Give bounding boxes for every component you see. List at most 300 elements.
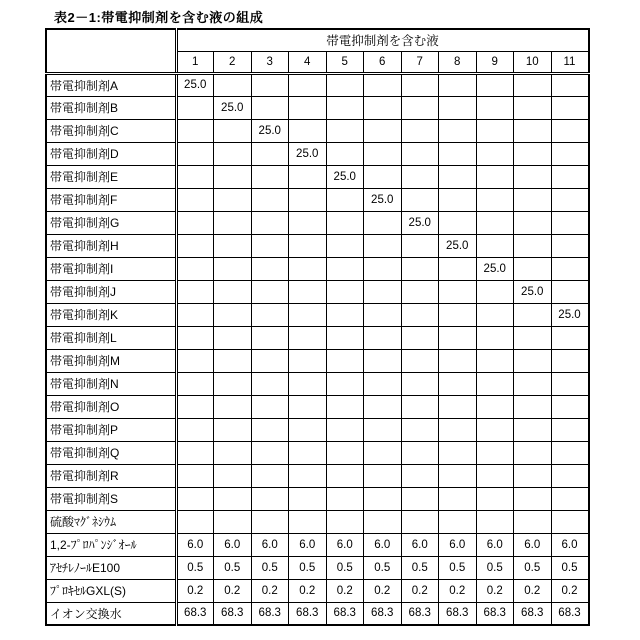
value-cell [176,418,214,441]
table-row [46,395,589,418]
table-row [46,119,589,142]
value-cell: 25.0 [439,234,477,257]
value-cell [289,395,327,418]
value-cell [289,96,327,119]
value-cell: 0.5 [364,556,402,579]
row-label: 帯電抑制剤H [46,234,176,257]
value-cell [439,119,477,142]
value-cell [439,280,477,303]
value-cell [514,418,552,441]
value-cell [514,234,552,257]
value-cell [551,349,589,372]
value-cell [514,326,552,349]
value-cell: 6.0 [326,533,364,556]
value-cell: 0.5 [176,556,214,579]
value-cell: 0.2 [401,579,439,602]
value-cell [176,303,214,326]
table-row [46,280,589,303]
value-cell [326,303,364,326]
value-cell: 25.0 [401,211,439,234]
value-cell [514,510,552,533]
value-cell [251,464,289,487]
value-cell [326,326,364,349]
value-cell [514,165,552,188]
value-cell [289,464,327,487]
value-cell [439,257,477,280]
value-cell [214,349,252,372]
value-cell: 0.2 [364,579,402,602]
value-cell [551,326,589,349]
row-label: 帯電抑制剤L [46,326,176,349]
table-row [46,211,589,234]
value-cell [364,119,402,142]
value-cell [289,234,327,257]
value-cell [514,395,552,418]
value-cell [214,418,252,441]
value-cell [551,165,589,188]
value-cell [251,487,289,510]
value-cell [289,280,327,303]
value-cell [289,211,327,234]
value-cell [439,326,477,349]
value-cell: 25.0 [214,96,252,119]
value-cell [176,510,214,533]
value-cell [514,303,552,326]
value-cell [551,211,589,234]
value-cell: 68.3 [289,602,327,625]
row-label: 帯電抑制剤M [46,349,176,372]
row-label: 帯電抑制剤I [46,257,176,280]
value-cell [326,349,364,372]
value-cell [551,73,589,96]
value-cell: 68.3 [401,602,439,625]
value-cell: 6.0 [176,533,214,556]
value-cell: 0.5 [439,556,477,579]
value-cell [514,96,552,119]
value-cell [326,418,364,441]
value-cell: 68.3 [551,602,589,625]
value-cell [401,349,439,372]
value-cell [401,464,439,487]
value-cell [476,73,514,96]
value-cell [251,96,289,119]
row-label: 帯電抑制剤B [46,96,176,119]
value-cell [364,464,402,487]
value-cell [176,188,214,211]
row-label: 1,2-ﾌﾟﾛﾊﾟﾝｼﾞｵｰﾙ [46,533,176,556]
value-cell [251,257,289,280]
value-cell [551,142,589,165]
value-cell [439,142,477,165]
composition-table [45,28,590,626]
value-cell [176,142,214,165]
value-cell [401,326,439,349]
value-cell [176,96,214,119]
column-number-cell: 5 [326,51,364,73]
value-cell [401,96,439,119]
value-cell [326,188,364,211]
value-cell [326,487,364,510]
row-label: イオン交換水 [46,602,176,625]
value-cell [439,349,477,372]
value-cell [476,211,514,234]
value-cell [551,464,589,487]
table-row [46,73,589,96]
row-label: 硫酸ﾏｸﾞﾈｼｳﾑ [46,510,176,533]
row-label: 帯電抑制剤C [46,119,176,142]
value-cell: 0.2 [176,579,214,602]
value-cell [514,211,552,234]
value-cell [401,119,439,142]
value-cell [439,372,477,395]
value-cell: 6.0 [251,533,289,556]
value-cell [176,487,214,510]
value-cell [214,395,252,418]
value-cell [514,372,552,395]
value-cell [364,510,402,533]
value-cell: 25.0 [289,142,327,165]
value-cell: 0.5 [289,556,327,579]
value-cell [214,211,252,234]
table-row [46,349,589,372]
value-cell [439,441,477,464]
value-cell [214,487,252,510]
value-cell [476,96,514,119]
value-cell [214,119,252,142]
table-row [46,165,589,188]
table-row [46,234,589,257]
value-cell [251,510,289,533]
value-cell [289,487,327,510]
value-cell: 68.3 [514,602,552,625]
value-cell [476,418,514,441]
value-cell [214,280,252,303]
value-cell: 0.5 [514,556,552,579]
value-cell [214,188,252,211]
value-cell [401,418,439,441]
value-cell [176,211,214,234]
value-cell [326,280,364,303]
table-row [46,418,589,441]
value-cell [514,349,552,372]
value-cell [476,234,514,257]
table-row [46,556,589,579]
value-cell: 68.3 [326,602,364,625]
value-cell [401,280,439,303]
row-label: 帯電抑制剤D [46,142,176,165]
value-cell: 0.5 [551,556,589,579]
value-cell [364,280,402,303]
value-cell [476,487,514,510]
column-number-cell: 10 [514,51,552,73]
value-cell: 0.5 [214,556,252,579]
value-cell: 68.3 [476,602,514,625]
value-cell [214,142,252,165]
corner-cell [46,29,176,73]
value-cell: 25.0 [364,188,402,211]
table-row [46,533,589,556]
value-cell: 6.0 [476,533,514,556]
group-header-row [46,29,589,51]
value-cell: 0.2 [214,579,252,602]
column-number-cell: 6 [364,51,402,73]
value-cell [364,349,402,372]
row-label: 帯電抑制剤Q [46,441,176,464]
row-label: 帯電抑制剤K [46,303,176,326]
value-cell [364,96,402,119]
value-cell [476,510,514,533]
value-cell [251,142,289,165]
value-cell [364,142,402,165]
value-cell [401,188,439,211]
value-cell [251,165,289,188]
value-cell [214,257,252,280]
value-cell [364,441,402,464]
value-cell [551,510,589,533]
value-cell [326,464,364,487]
row-label: 帯電抑制剤R [46,464,176,487]
value-cell [401,510,439,533]
value-cell [401,142,439,165]
value-cell [551,188,589,211]
value-cell [476,349,514,372]
value-cell [176,119,214,142]
row-label: 帯電抑制剤O [46,395,176,418]
value-cell [364,487,402,510]
value-cell [326,510,364,533]
value-cell [176,234,214,257]
value-cell [514,188,552,211]
column-number-cell: 2 [214,51,252,73]
value-cell: 68.3 [176,602,214,625]
value-cell [251,73,289,96]
value-cell [289,441,327,464]
value-cell [214,73,252,96]
table-row [46,510,589,533]
table-row [46,326,589,349]
value-cell [514,142,552,165]
value-cell: 6.0 [514,533,552,556]
value-cell [289,73,327,96]
value-cell [176,395,214,418]
column-number-cell: 8 [439,51,477,73]
value-cell: 0.2 [514,579,552,602]
value-cell [551,96,589,119]
value-cell [514,441,552,464]
value-cell [214,441,252,464]
value-cell [551,487,589,510]
value-cell: 6.0 [551,533,589,556]
value-cell: 68.3 [251,602,289,625]
value-cell [476,142,514,165]
value-cell [176,165,214,188]
value-cell [326,96,364,119]
value-cell [476,280,514,303]
value-cell: 25.0 [551,303,589,326]
value-cell [176,349,214,372]
row-label: 帯電抑制剤N [46,372,176,395]
value-cell [551,418,589,441]
value-cell [289,188,327,211]
value-cell [289,510,327,533]
value-cell [326,119,364,142]
table-body [46,29,589,625]
value-cell [214,510,252,533]
value-cell: 6.0 [214,533,252,556]
value-cell [214,234,252,257]
value-cell [401,395,439,418]
value-cell [551,280,589,303]
value-cell [364,257,402,280]
value-cell: 0.2 [326,579,364,602]
row-label: ﾌﾟﾛｷｾﾙGXL(S) [46,579,176,602]
value-cell [514,464,552,487]
value-cell [251,395,289,418]
value-cell [476,165,514,188]
value-cell [289,257,327,280]
value-cell [439,395,477,418]
value-cell [401,257,439,280]
value-cell [251,280,289,303]
value-cell [401,165,439,188]
value-cell [326,211,364,234]
value-cell [289,119,327,142]
value-cell [476,395,514,418]
value-cell [514,73,552,96]
value-cell [251,188,289,211]
value-cell [214,464,252,487]
value-cell [401,234,439,257]
value-cell [326,142,364,165]
value-cell [251,441,289,464]
value-cell [401,487,439,510]
value-cell [364,418,402,441]
row-label: 帯電抑制剤F [46,188,176,211]
value-cell [439,211,477,234]
value-cell [476,303,514,326]
value-cell [514,257,552,280]
value-cell [439,510,477,533]
value-cell: 25.0 [476,257,514,280]
value-cell [289,303,327,326]
value-cell [289,418,327,441]
value-cell [551,234,589,257]
row-label: 帯電抑制剤P [46,418,176,441]
value-cell [326,73,364,96]
value-cell: 0.2 [289,579,327,602]
value-cell [176,257,214,280]
value-cell: 0.5 [326,556,364,579]
value-cell [401,372,439,395]
value-cell [326,234,364,257]
table-row [46,487,589,510]
value-cell [551,119,589,142]
value-cell: 0.2 [439,579,477,602]
table-row [46,464,589,487]
value-cell [401,303,439,326]
value-cell [439,188,477,211]
value-cell [514,487,552,510]
table-row [46,602,589,625]
value-cell [551,395,589,418]
value-cell [514,119,552,142]
value-cell [251,372,289,395]
value-cell [364,234,402,257]
value-cell [251,234,289,257]
value-cell: 0.5 [251,556,289,579]
value-cell [551,257,589,280]
value-cell [251,418,289,441]
value-cell [176,464,214,487]
row-label: 帯電抑制剤E [46,165,176,188]
value-cell [439,487,477,510]
value-cell: 68.3 [439,602,477,625]
row-label: 帯電抑制剤S [46,487,176,510]
value-cell [326,372,364,395]
value-cell [439,165,477,188]
value-cell [439,303,477,326]
value-cell: 0.2 [476,579,514,602]
value-cell: 6.0 [289,533,327,556]
column-number-cell: 1 [176,51,214,73]
value-cell [476,119,514,142]
value-cell [364,303,402,326]
value-cell [364,165,402,188]
value-cell: 6.0 [439,533,477,556]
value-cell [214,303,252,326]
value-cell: 25.0 [514,280,552,303]
value-cell: 6.0 [401,533,439,556]
column-number-cell: 3 [251,51,289,73]
row-label: 帯電抑制剤G [46,211,176,234]
value-cell [289,372,327,395]
value-cell [364,326,402,349]
value-cell [476,441,514,464]
value-cell [326,441,364,464]
value-cell [251,326,289,349]
column-number-cell: 7 [401,51,439,73]
value-cell [176,326,214,349]
value-cell [176,372,214,395]
value-cell [401,73,439,96]
table-row [46,142,589,165]
table-title: 表2－1:帯電抑制剤を含む液の組成 [54,10,264,25]
value-cell [214,165,252,188]
value-cell [476,188,514,211]
value-cell [364,211,402,234]
table-row [46,441,589,464]
value-cell [364,73,402,96]
value-cell: 0.5 [401,556,439,579]
value-cell [439,73,477,96]
column-number-cell: 4 [289,51,327,73]
value-cell [476,372,514,395]
table-row [46,188,589,211]
value-cell [251,349,289,372]
table-row [46,579,589,602]
value-cell [326,395,364,418]
table-row [46,96,589,119]
value-cell [289,349,327,372]
value-cell: 0.5 [476,556,514,579]
value-cell: 25.0 [176,73,214,96]
value-cell [439,96,477,119]
value-cell: 6.0 [364,533,402,556]
value-cell [326,257,364,280]
value-cell: 68.3 [214,602,252,625]
column-number-cell: 9 [476,51,514,73]
table-row [46,257,589,280]
